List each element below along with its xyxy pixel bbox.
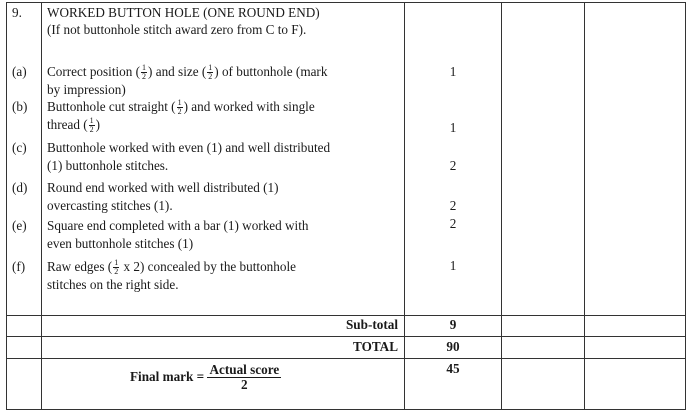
- item-mark: 2: [449, 158, 457, 173]
- item-text: ) and worked with single: [183, 99, 315, 114]
- half-fraction: $\frac{1}{2}$: [177, 98, 182, 117]
- item-mark: 1: [449, 258, 457, 273]
- item-mark: 1: [449, 64, 457, 79]
- item-text-line2: by impression): [47, 82, 126, 97]
- half-fraction: $\frac{1}{2}$: [89, 116, 94, 135]
- col-border-3: [501, 2, 502, 410]
- subtotal-label: Sub-total: [345, 317, 398, 332]
- item-text-line2: even buttonhole stitches (1): [47, 236, 194, 251]
- half-fraction: $\frac{1}{2}$: [142, 63, 147, 82]
- item-text-line1: [47, 99, 315, 116]
- row-border-top: [6, 2, 686, 3]
- half-fraction: $\frac{1}{2}$: [208, 63, 213, 82]
- row-border-final-top: [6, 358, 686, 359]
- subtotal-value: 9: [449, 317, 457, 332]
- item-mark: 2: [449, 216, 457, 231]
- row-border-bottom: [6, 409, 686, 410]
- item-text-line2: [47, 117, 100, 134]
- item-text: ): [95, 117, 101, 132]
- item-mark: 2: [449, 198, 457, 213]
- item-text-line1: Square end completed with a bar (1) worked with: [47, 218, 309, 233]
- item-label: (f): [12, 259, 26, 274]
- final-mark-fraction: $\frac{\text{Actual score}}{2}$: [209, 362, 280, 392]
- item-text-line1: Buttonhole worked with even (1) and well distributed: [47, 140, 331, 155]
- item-text-line2: (1) buttonhole stitches.: [47, 158, 169, 173]
- col-border-4: [584, 2, 585, 410]
- item-label: (b): [12, 99, 28, 114]
- item-text: ) of buttonhole (mark: [214, 64, 328, 79]
- final-mark-formula: [130, 362, 281, 392]
- item-label: (a): [12, 64, 27, 79]
- item-label: (c): [12, 140, 27, 155]
- item-text: thread (: [47, 117, 88, 132]
- item-label: (d): [12, 180, 28, 195]
- item-text-line1: Round end worked with well distributed (1): [47, 180, 279, 195]
- item-text-line1: [47, 259, 296, 276]
- item-text: ) and size (: [148, 64, 207, 79]
- item-mark: 1: [449, 120, 457, 135]
- item-text: x 2) concealed by the buttonhole: [120, 259, 296, 274]
- row-border-subtotal: [6, 315, 686, 316]
- item-text-line2: stitches on the right side.: [47, 277, 179, 292]
- question-number: 9.: [12, 5, 22, 20]
- final-mark-label: Final mark =: [130, 369, 205, 384]
- col-border-1: [41, 2, 42, 410]
- half-fraction: $\frac{1}{2}$: [114, 258, 119, 277]
- row-border-total: [6, 336, 686, 337]
- final-mark-value: 45: [446, 361, 460, 376]
- item-text: Buttonhole cut straight (: [47, 99, 176, 114]
- col-border-right: [685, 2, 686, 410]
- total-value: 90: [446, 339, 460, 354]
- item-label: (e): [12, 218, 27, 233]
- item-text: Correct position (: [47, 64, 141, 79]
- col-border-left: [6, 2, 7, 410]
- col-border-2: [404, 2, 405, 410]
- question-subtitle: (If not buttonhole stitch award zero from C to F).: [47, 22, 307, 37]
- item-text-line1: [47, 64, 327, 81]
- total-label: TOTAL: [353, 339, 398, 354]
- item-text: Raw edges (: [47, 259, 113, 274]
- question-title: WORKED BUTTON HOLE (ONE ROUND END): [47, 5, 320, 20]
- item-text-line2: overcasting stitches (1).: [47, 198, 173, 213]
